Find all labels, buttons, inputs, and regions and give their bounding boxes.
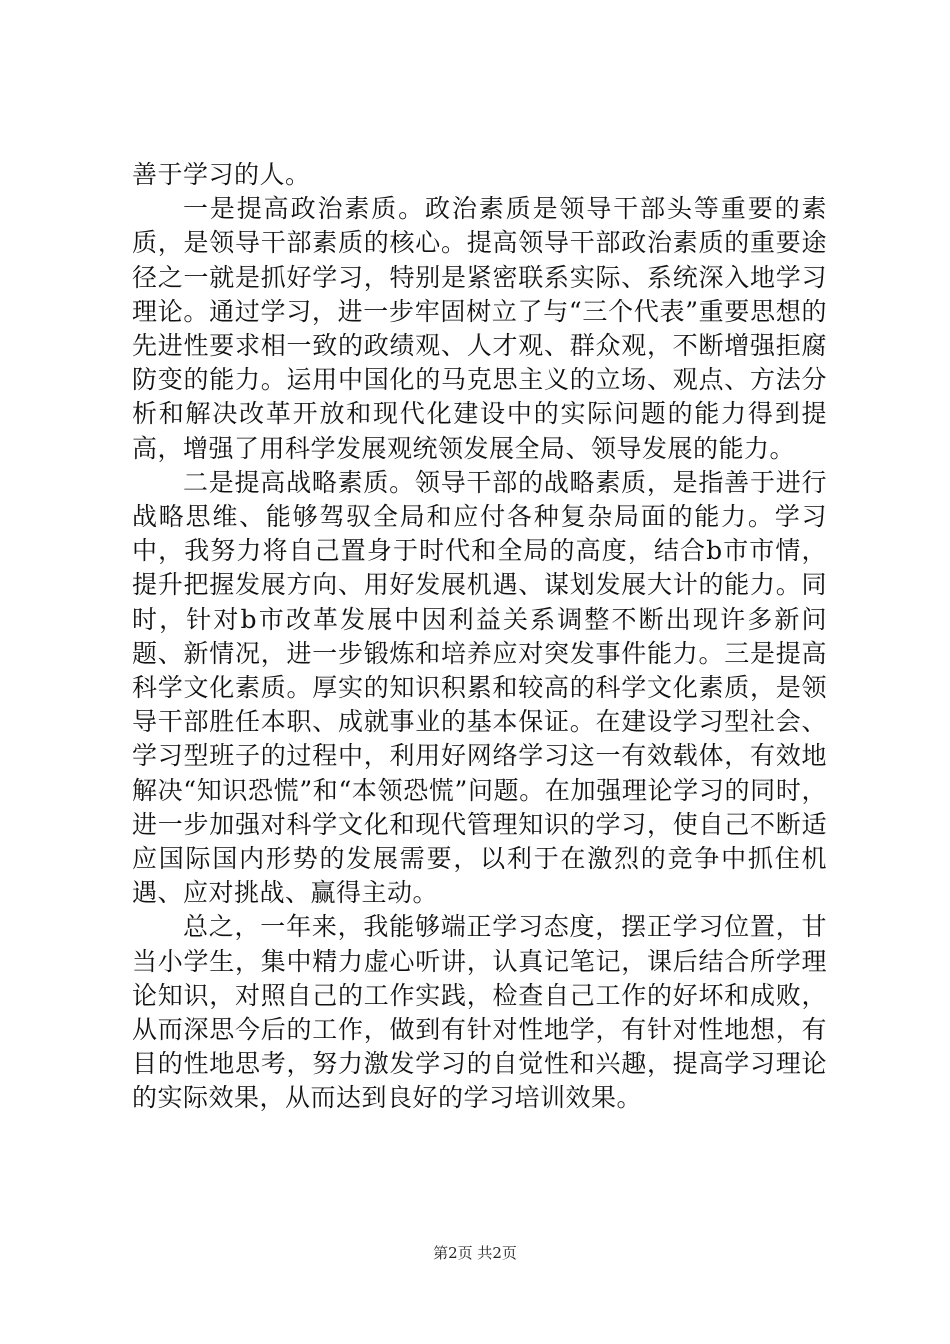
paragraph-continuation: 善于学习的人。 [132,160,311,189]
page-number-footer: 第2页 共2页 [433,1244,517,1262]
paragraph-strategic-quality: 二是提高战略素质。领导干部的战略素质，是指善于进行战略思维、能够驾驭全局和应付各种复杂局面的能力。学习中，我努力将自己置身于时代和全局的高度，结合b市市情，提升把握发展方向、用好发展机遇、谋划发展大计的能力。同时，针对b市改革发展中因利益关系调整不断出现许多新问题、新情况，进一步锻炼和培养应对突发事件能力。三是提高科学文化素质。厚实的知识积累和较高的科学文化素质，是领导干部胜任本职、成就事业的基本保证。在建设学习型社会、学习型班子的过程中，利用好网络学习这一有效载体，有效地解决“知识恐慌”和“本领恐慌”问题。在加强理论学习的同时，进一步加强对科学文化和现代管理知识的学习，使自己不断适应国际国内形势的发展需要，以利于在激烈的竞争中抓住机遇、应对挑战、赢得主动。 [132,467,827,908]
paragraph-summary: 总之，一年来，我能够端正学习态度，摆正学习位置，甘当小学生，集中精力虚心听讲，认真记笔记，课后结合所学理论知识，对照自己的工作实践，检查自己工作的好坏和成败，从而深思今后的工作，做到有针对性地学，有针对性地想，有目的性地思考，努力激发学习的自觉性和兴趣，提高学习理论的实际效果，从而达到良好的学习培训效果。 [132,912,827,1113]
document-body [132,158,827,1116]
paragraph-political-quality: 一是提高政治素质。政治素质是领导干部头等重要的素质，是领导干部素质的核心。提高领导干部政治素质的重要途径之一就是抓好学习，特别是紧密联系实际、系统深入地学习理论。通过学习，进一步牢固树立了与“三个代表”重要思想的先进性要求相一致的政绩观、人才观、群众观，不断增强拒腐防变的能力。运用中国化的马克思主义的立场、观点、方法分析和解决改革开放和现代化建设中的实际问题的能力得到提高，增强了用科学发展观统领发展全局、领导发展的能力。 [132,194,827,463]
